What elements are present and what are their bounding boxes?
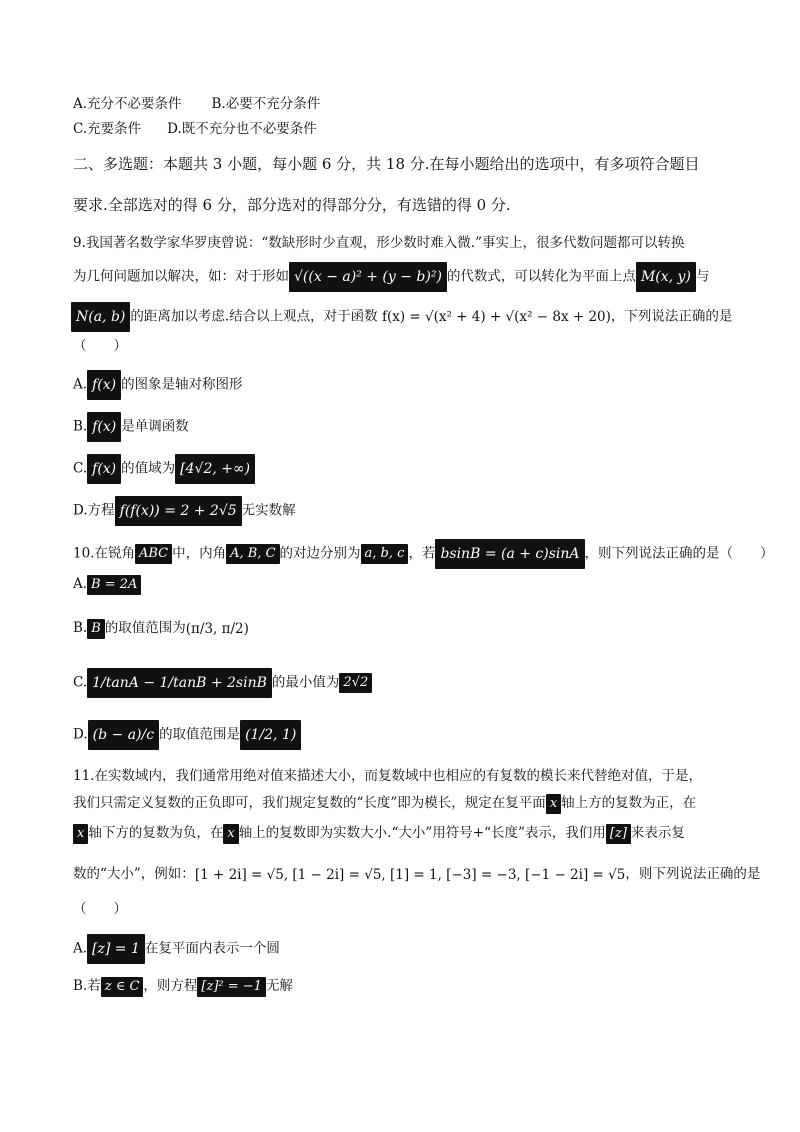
q9-text: ，下列说法正确的是 [610, 308, 733, 325]
q10-a-math: B = 2A [87, 575, 141, 595]
q10-triangle: ABC [135, 544, 172, 564]
q8-options-row1 [73, 94, 320, 114]
q8-option-a: A.充分不必要条件 [73, 96, 182, 112]
q11-text: 来表示复 [630, 825, 685, 841]
q8-option-b: B.必要不充分条件 [211, 96, 321, 112]
q10-option-c [73, 668, 372, 698]
q9-option-c [73, 454, 255, 484]
option-label: C. [73, 460, 88, 477]
q11-text: ，则下列说法正确的是 [625, 866, 761, 882]
q10-c-min: 2√2 [339, 673, 372, 693]
q11-stem-line2 [73, 793, 696, 814]
q9-a-math: f(x) [87, 370, 121, 400]
option-label: B. [73, 418, 88, 435]
option-text: 的取值范围是 [159, 726, 241, 743]
q10-option-d [73, 720, 301, 750]
q9-stem-line3 [73, 302, 732, 332]
q11-size-symbol: [z] [606, 824, 631, 844]
q10-stem [73, 539, 774, 569]
option-label: D. [73, 726, 88, 743]
q11-x-axis: x [223, 824, 238, 844]
q9-text: 为几何问题加以解决，如：对于形如 [73, 268, 289, 285]
q11-examples: [1 + 2i] = √5, [1 − 2i] = √5, [1] = 1, [−3] = −3, [−1 − 2i] = √5 [194, 866, 626, 883]
q11-b-equation: [z]² = −1 [197, 977, 266, 997]
section2-line2: 要求.全部选对的得 6 分，部分选对的得部分分，有选错的得 0 分. [73, 196, 511, 214]
option-label: B.若 [73, 978, 101, 994]
q9-function: f(x) = √(x² + 4) + √(x² − 8x + 20) [381, 309, 611, 325]
q9-option-a [73, 370, 243, 400]
q11-text: 轴上方的复数为正，在 [561, 795, 697, 811]
q9-option-b [73, 412, 189, 442]
q9-text: 的距离加以考虑.结合以上观点，对于函数 [130, 308, 378, 325]
option-text: 无实数解 [241, 502, 296, 519]
q8-option-d: D.既不充分也不必要条件 [167, 121, 317, 137]
q10-option-a [73, 574, 141, 595]
q10-text: 的对边分别为 [279, 545, 361, 562]
option-label: A. [73, 376, 88, 393]
q10-condition: bsinB = (a + c)sinA [435, 539, 584, 569]
q9-c-range: [4√2, +∞) [175, 454, 255, 484]
q9-answer-paren: （ ） [73, 338, 127, 354]
option-text: 的图象是轴对称图形 [121, 376, 243, 393]
option-label: A. [73, 576, 88, 592]
q8-option-c: C.充要条件 [73, 121, 142, 137]
q11-text: 数的“大小”，例如： [73, 866, 195, 882]
q11-option-a [73, 934, 280, 964]
q10-text: ，若 [408, 545, 436, 562]
q10-sides: a, b, c [361, 544, 409, 564]
q11-x-axis: x [546, 794, 561, 814]
q10-b-math: B [87, 619, 105, 639]
q11-text: 轴上的复数即为实数大小.“大小”用符号+“长度”表示，我们用 [238, 825, 606, 841]
option-label: D.方程 [73, 502, 115, 519]
option-text: 的最小值为 [271, 674, 340, 691]
q11-stem-line4 [73, 864, 760, 885]
q11-text: 我们只需定义复数的正负即可，我们规定复数的“长度”即为模长，规定在复平面 [73, 795, 546, 811]
option-label: C. [73, 674, 88, 691]
option-label: B. [73, 620, 88, 636]
q11-option-b [73, 976, 293, 997]
q11-a-math: [z] = 1 [87, 934, 145, 964]
q9-c-math: f(x) [87, 454, 121, 484]
q11-stem-line1: 11.在实数域内，我们通常用绝对值来描述大小，而复数域中也相应的有复数的模长来代替绝对值，于是， [73, 768, 702, 784]
q9-point-n: N(a, b) [71, 302, 130, 332]
q10-angles: A, B, C [226, 544, 279, 564]
q10-option-b [73, 618, 249, 639]
option-text: 是单调函数 [121, 418, 189, 435]
q11-x-axis: x [73, 824, 88, 844]
q10-d-math: (b − a)/c [88, 720, 159, 750]
option-label: A. [73, 940, 88, 957]
option-text: 的取值范围为 [104, 620, 186, 636]
q10-d-range: (1/2, 1) [240, 720, 301, 750]
option-text: 在复平面内表示一个圆 [144, 940, 280, 957]
q8-options-row2 [73, 119, 317, 139]
q9-distance-formula: √((x − a)² + (y − b)²) [289, 262, 447, 292]
q9-option-d [73, 496, 296, 526]
q11-answer-paren: （ ） [73, 901, 127, 917]
q9-stem-line1: 9.我国著名数学家华罗庚曾说：“数缺形时少直观，形少数时难入微.”事实上，很多代数问题都可以转换 [73, 235, 685, 251]
q9-stem-line2 [73, 262, 709, 292]
q9-d-math: f(f(x)) = 2 + 2√5 [115, 496, 242, 526]
option-text: 的值域为 [121, 460, 176, 477]
q9-text: 的代数式，可以转化为平面上点 [446, 268, 636, 285]
q11-stem-line3 [73, 823, 685, 844]
q9-point-m: M(x, y) [636, 262, 696, 292]
q10-text: 中，内角 [172, 545, 227, 562]
section2-line1: 二、多选题：本题共 3 小题，每小题 6 分，共 18 分.在每小题给出的选项中，有多项符合题目 [73, 155, 700, 173]
option-text: ，则方程 [143, 978, 198, 994]
q10-text: 10.在锐角 [73, 545, 135, 562]
q10-b-range: (π/3, π/2) [185, 620, 249, 637]
option-text: 无解 [265, 978, 293, 994]
q11-b-math: z ∈ C [101, 977, 144, 997]
q10-text: ，则下列说法正确的是（ ） [584, 545, 774, 562]
q11-text: 轴下方的复数为负，在 [88, 825, 224, 841]
q9-b-math: f(x) [87, 412, 121, 442]
q10-c-math: 1/tanA − 1/tanB + 2sinB [87, 668, 272, 698]
q9-text: 与 [695, 268, 710, 285]
